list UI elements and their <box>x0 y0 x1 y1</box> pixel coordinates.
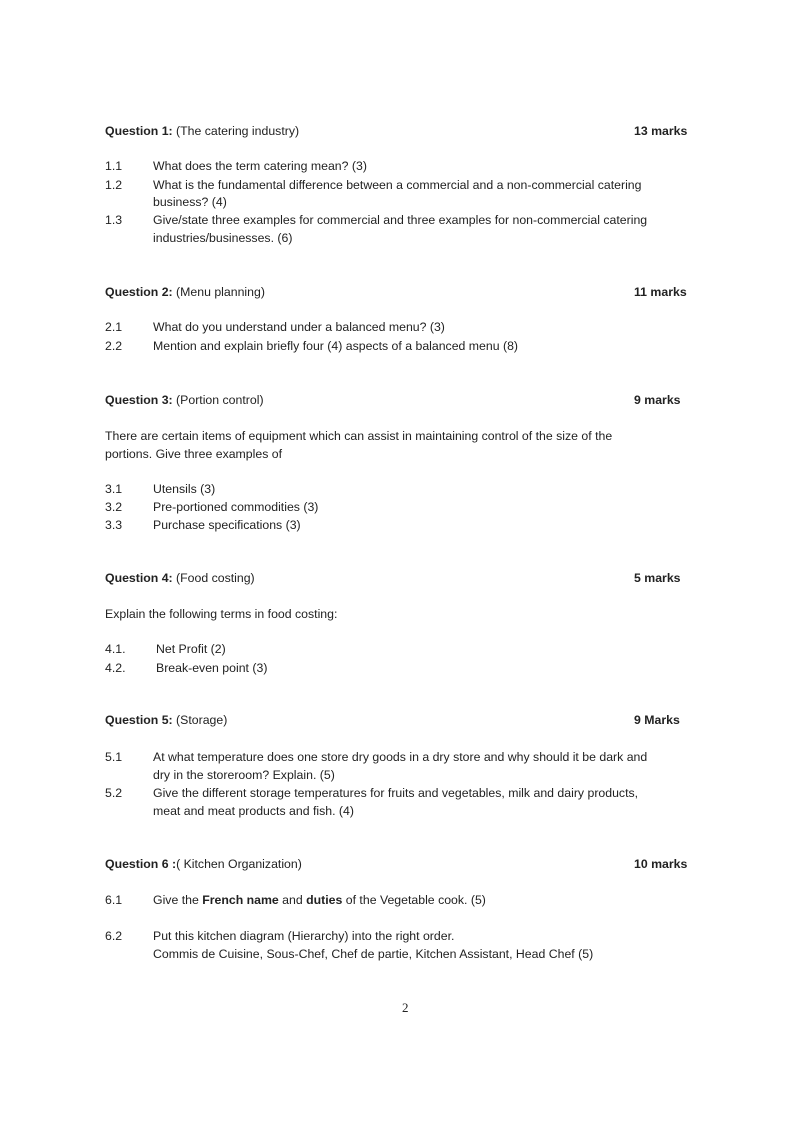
item-text-part: Give the <box>153 893 203 907</box>
item-text: Put this kitchen diagram (Hierarchy) into the right order. <box>153 929 455 943</box>
item-text: Purchase specifications (3) <box>153 518 301 532</box>
item-number: 1.3 <box>105 213 123 227</box>
item-text: What does the term catering mean? (3) <box>153 159 367 173</box>
item-number: 1.1 <box>105 159 123 173</box>
item-number: 3.2 <box>105 500 123 514</box>
item-text: Commis de Cuisine, Sous-Chef, Chef de partie, Kitchen Assistant, Head Chef (5) <box>153 947 594 961</box>
item-text: Give the different storage temperatures for fruits and vegetables, milk and dairy products, <box>153 786 639 800</box>
question-label: Question 3: <box>105 393 173 407</box>
item-number: 6.1 <box>105 893 123 907</box>
page-number: 2 <box>402 1000 409 1015</box>
question-topic: (The catering industry) <box>172 124 300 138</box>
item-text: Pre-portioned commodities (3) <box>153 500 319 514</box>
item-text: dry in the storeroom? Explain. (5) <box>153 768 335 782</box>
item-text-part: and <box>278 893 307 907</box>
item-number: 2.2 <box>105 339 123 353</box>
question-topic: (Menu planning) <box>172 285 265 299</box>
item-text: Mention and explain briefly four (4) aspects of a balanced menu (8) <box>153 339 519 353</box>
q1-heading <box>105 123 299 139</box>
question-topic: ( Kitchen Organization) <box>176 857 302 871</box>
item-text: Give/state three examples for commercial and three examples for non-commercial catering <box>153 213 648 227</box>
question-topic: (Storage) <box>172 713 228 727</box>
q1-marks: 13 marks <box>634 124 688 138</box>
question-label: Question 1: <box>105 124 173 138</box>
emphasis-text: duties <box>306 893 343 907</box>
q3-intro-line: portions. Give three examples of <box>105 447 283 461</box>
item-number: 4.2. <box>105 661 126 675</box>
item-text: meat and meat products and fish. (4) <box>153 804 354 818</box>
item-number: 1.2 <box>105 178 123 192</box>
q5-marks: 9 Marks <box>634 713 680 727</box>
q4-heading <box>105 570 255 586</box>
q3-heading <box>105 392 264 408</box>
emphasis-text: French name <box>202 893 279 907</box>
q2-heading <box>105 284 265 300</box>
item-text: Net Profit (2) <box>156 642 226 656</box>
q2-marks: 11 marks <box>634 285 687 299</box>
item-text <box>153 892 486 908</box>
question-label: Question 6 : <box>105 857 177 871</box>
q3-intro-line: There are certain items of equipment which can assist in maintaining control of the size of the <box>105 429 613 443</box>
item-text: What do you understand under a balanced menu? (3) <box>153 320 445 334</box>
item-number: 2.1 <box>105 320 123 334</box>
item-number: 6.2 <box>105 929 123 943</box>
item-text: At what temperature does one store dry goods in a dry store and why should it be dark and <box>153 750 648 764</box>
item-text: industries/businesses. (6) <box>153 231 293 245</box>
item-number: 5.2 <box>105 786 123 800</box>
question-topic: (Food costing) <box>172 571 255 585</box>
q4-marks: 5 marks <box>634 571 681 585</box>
item-number: 3.3 <box>105 518 123 532</box>
question-label: Question 2: <box>105 285 173 299</box>
item-text: Break-even point (3) <box>156 661 268 675</box>
item-text: What is the fundamental difference between a commercial and a non-commercial catering <box>153 178 642 192</box>
item-text-part: of the Vegetable cook. (5) <box>342 893 486 907</box>
q6-marks: 10 marks <box>634 857 688 871</box>
item-text: Utensils (3) <box>153 482 216 496</box>
q3-marks: 9 marks <box>634 393 681 407</box>
question-label: Question 4: <box>105 571 173 585</box>
item-number: 3.1 <box>105 482 123 496</box>
q5-heading <box>105 712 227 728</box>
question-label: Question 5: <box>105 713 173 727</box>
item-number: 4.1. <box>105 642 126 656</box>
item-number: 5.1 <box>105 750 123 764</box>
item-text: business? (4) <box>153 195 227 209</box>
question-topic: (Portion control) <box>172 393 264 407</box>
q6-heading <box>105 856 302 872</box>
q4-intro-line: Explain the following terms in food costing: <box>105 607 338 621</box>
